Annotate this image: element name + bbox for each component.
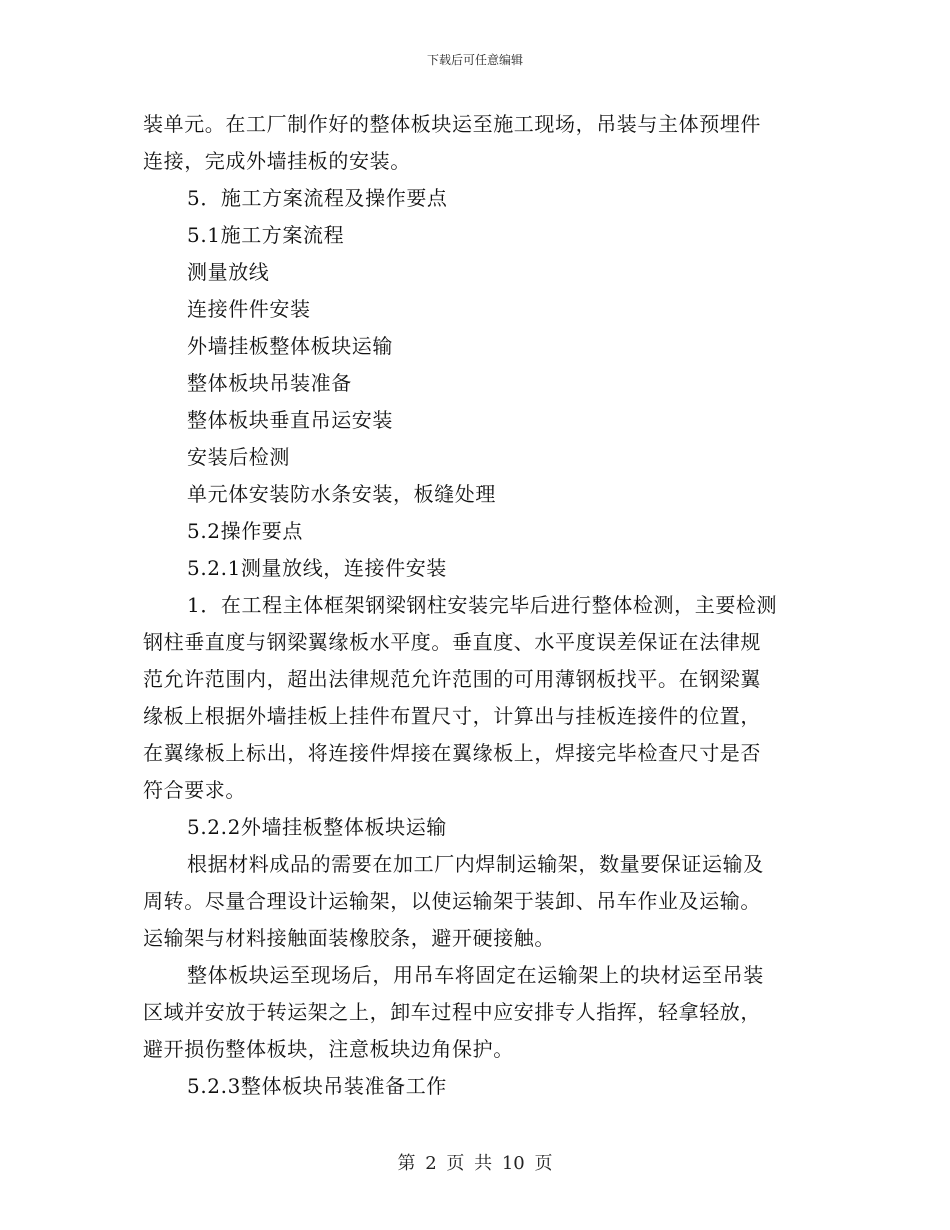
text-line: 5.2.2外墙挂板整体板块运输 — [187, 815, 447, 839]
text-line: 连接，完成外墙挂板的安装。 — [143, 149, 411, 173]
text-line: 周转。尽量合理设计运输架，以使运输架于装卸、吊车作业及运输。 — [143, 889, 761, 913]
page-header: 下载后可任意编辑 — [426, 53, 523, 67]
text-line: 符合要求。 — [143, 778, 246, 802]
text-line: 装单元。在工厂制作好的整体板块运至施工现场，吊装与主体预埋件 — [143, 112, 761, 136]
text-line: 外墙挂板整体板块运输 — [187, 334, 393, 358]
text-line: 单元体安装防水条安装，板缝处理 — [187, 482, 496, 506]
text-line: 5.2.1测量放线，连接件安装 — [187, 556, 447, 580]
text-line: 5.1施工方案流程 — [187, 223, 345, 247]
page-number-footer: 第 2 页 共 10 页 — [397, 1153, 553, 1174]
text-line: 在翼缘板上标出，将连接件焊接在翼缘板上，焊接完毕检查尺寸是否 — [143, 741, 761, 765]
text-line: 1．在工程主体框架钢梁钢柱安装完毕后进行整体检测，主要检测 — [187, 593, 778, 617]
document-body — [143, 106, 808, 1105]
text-line: 连接件件安装 — [187, 297, 311, 321]
text-line: 整体板块垂直吊运安装 — [187, 408, 393, 432]
text-line: 根据材料成品的需要在加工厂内焊制运输架，数量要保证运输及 — [187, 852, 764, 876]
text-line: 测量放线 — [187, 260, 270, 284]
text-line: 5．施工方案流程及操作要点 — [187, 186, 448, 210]
text-line: 避开损伤整体板块，注意板块边角保护。 — [143, 1037, 514, 1061]
text-line: 范允许范围内，超出法律规范允许范围的可用薄钢板找平。在钢梁翼 — [143, 667, 761, 691]
text-line: 5.2操作要点 — [187, 519, 304, 543]
text-line: 整体板块吊装准备 — [187, 371, 352, 395]
text-line: 钢柱垂直度与钢梁翼缘板水平度。垂直度、水平度误差保证在法律规 — [143, 630, 761, 654]
text-line: 区域并安放于转运架之上，卸车过程中应安排专人指挥，轻拿轻放， — [143, 1000, 761, 1024]
text-line: 5.2.3整体板块吊装准备工作 — [187, 1074, 447, 1098]
text-line: 运输架与材料接触面装橡胶条，避开硬接触。 — [143, 926, 555, 950]
text-line: 安装后检测 — [187, 445, 290, 469]
text-line: 缘板上根据外墙挂板上挂件布置尺寸，计算出与挂板连接件的位置， — [143, 704, 761, 728]
text-line: 整体板块运至现场后，用吊车将固定在运输架上的块材运至吊装 — [187, 963, 764, 987]
